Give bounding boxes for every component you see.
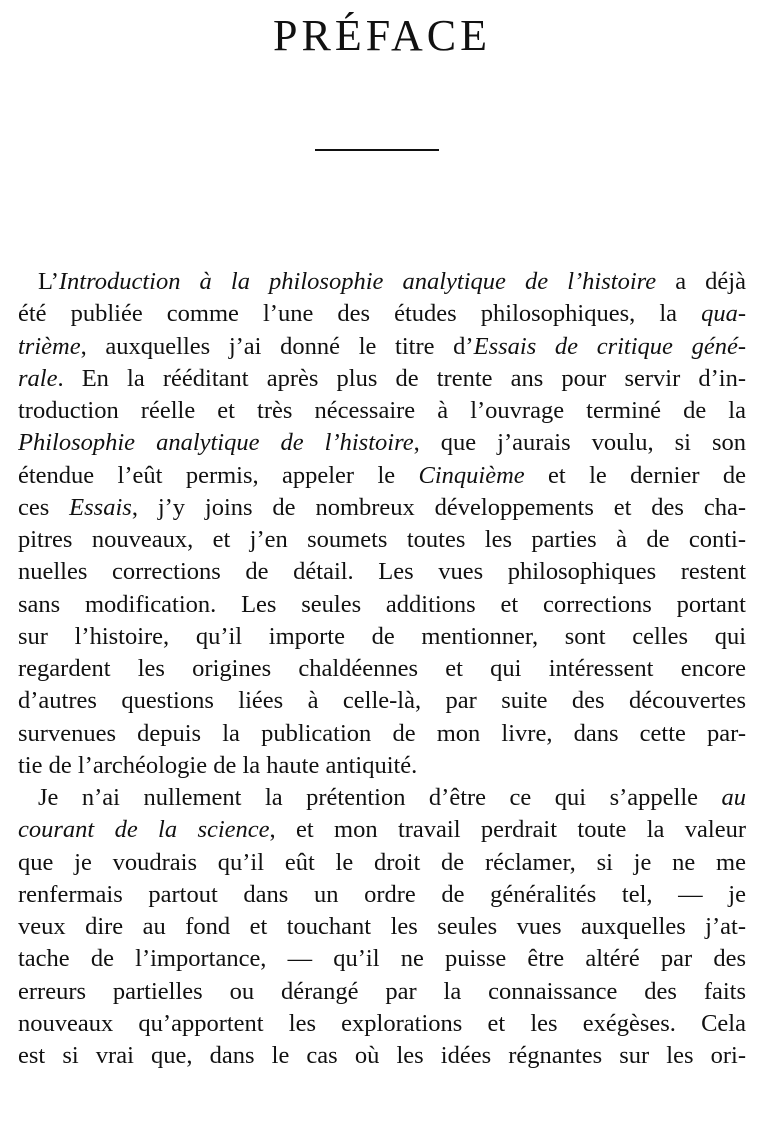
- text-run: regardent les origines chaldéennes et qui intéressent encore: [18, 655, 746, 682]
- text-line: [18, 1007, 746, 1041]
- text-run: nouveaux qu’apportent les explorations et les exégèses. Cela: [18, 1009, 746, 1037]
- italic-run: rale: [18, 364, 58, 392]
- italic-run: courant de la science: [18, 816, 270, 844]
- text-line: [18, 362, 746, 396]
- text-run: pitres nouveaux, et j’en soumets toutes les parties à de conti-: [18, 526, 746, 553]
- text-line: [18, 652, 746, 686]
- text-line: [18, 717, 746, 751]
- text-line: [18, 620, 746, 654]
- text-run: renfermais partout dans un ordre de généralités tel, — je: [18, 880, 746, 908]
- text-line: [38, 265, 746, 299]
- text-line: [18, 459, 746, 493]
- text-run: été publiée comme l’une des études philosophiques, la: [18, 300, 702, 328]
- text-line: [18, 975, 746, 1009]
- text-line: [18, 684, 746, 718]
- text-run: sans modification. Les seules additions et corrections portant: [18, 590, 746, 618]
- text-line: [18, 523, 746, 557]
- text-run: tache de l’importance, — qu’il ne puisse être altéré par des: [18, 945, 746, 973]
- text-run: veux dire au fond et touchant les seules vues auxquelles j’at-: [18, 913, 746, 940]
- text-line: [18, 1039, 746, 1073]
- text-run: tie de l’archéologie de la haute antiquité.: [18, 751, 418, 779]
- text-line: [18, 588, 746, 622]
- text-run: troduction réelle et très nécessaire à l’ouvrage terminé de la: [18, 397, 746, 424]
- text-line: [18, 426, 746, 460]
- text-line: [18, 491, 746, 525]
- text-run: sur l’histoire, qu’il importe de mentionner, sont celles qui: [18, 622, 746, 650]
- text-run: nuelles corrections de détail. Les vues philosophiques restent: [18, 558, 746, 586]
- italic-run: Essais de critique géné-: [473, 332, 746, 360]
- text-run: survenues depuis la publication de mon livre, dans cette par-: [18, 719, 746, 747]
- text-run: , j’y joins de nombreux développements et des cha-: [131, 493, 746, 521]
- text-line: [18, 846, 746, 880]
- text-line: [18, 910, 746, 944]
- text-line: [18, 330, 746, 364]
- text-line: [38, 781, 746, 815]
- text-run: que je voudrais qu’il eût le droit de réclamer, si je ne me: [18, 848, 746, 876]
- italic-run: au: [721, 784, 746, 811]
- text-line: [18, 749, 746, 783]
- text-line: [18, 813, 746, 847]
- italic-run: Philosophie analytique de l’histoire: [18, 429, 414, 457]
- text-run: d’autres questions liées à celle-là, par suite des découvertes: [18, 687, 746, 715]
- text-run: est si vrai que, dans le cas où les idées régnantes sur les ori-: [18, 1042, 746, 1069]
- text-run: étendue l’eût permis, appeler le: [18, 461, 419, 489]
- text-run: , auxquelles j’ai donné le titre d’: [80, 332, 474, 360]
- italic-run: qua-: [701, 300, 746, 328]
- italic-run: Cinquième: [418, 461, 525, 489]
- text-line: [18, 394, 746, 428]
- text-run: a déjà: [656, 268, 746, 295]
- text-line: [18, 297, 746, 331]
- italic-run: trième: [18, 332, 81, 360]
- italic-run: Essais: [69, 493, 132, 521]
- text-run: erreurs partielles ou dérangé par la connaissance des faits: [18, 977, 746, 1005]
- page-title: PRÉFACE: [273, 11, 491, 60]
- text-line: [18, 878, 746, 912]
- italic-run: Introduction à la philosophie analytique de l’histoire: [58, 268, 657, 295]
- text-line: [18, 942, 746, 976]
- text-run: Je n’ai nullement la prétention d’être ce qui s’appelle: [38, 784, 722, 811]
- text-run: , que j’aurais voulu, si son: [413, 429, 746, 457]
- text-run: . En la rééditant après plus de trente ans pour servir d’in-: [57, 364, 746, 392]
- text-run: ces: [18, 493, 70, 521]
- text-run: L’: [38, 268, 59, 295]
- text-line: [18, 555, 746, 589]
- text-run: et le dernier de: [524, 461, 746, 489]
- title-rule: [315, 149, 439, 151]
- text-run: , et mon travail perdrait toute la valeur: [269, 816, 746, 844]
